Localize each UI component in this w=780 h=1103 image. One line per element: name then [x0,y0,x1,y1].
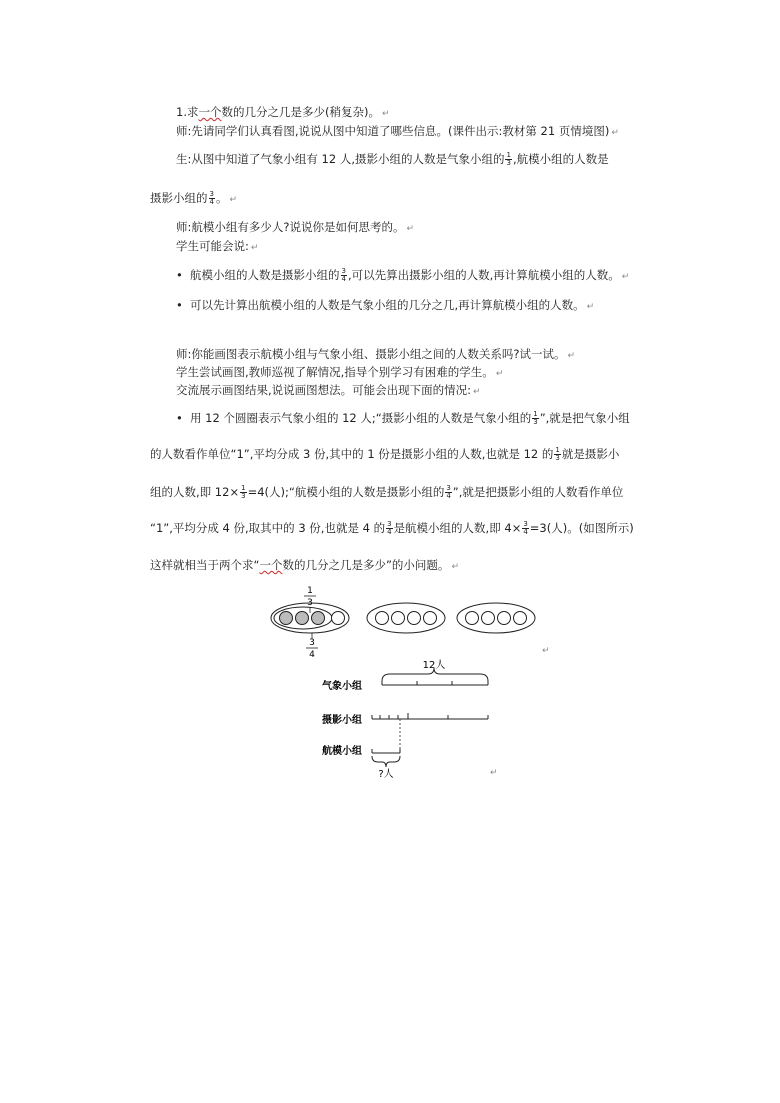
text-run: 摄影小组的 [150,191,208,205]
paragraph-mark-icon: ↵ [490,768,498,778]
text-run: 师:航模小组有多少人?说说你是如何思考的。 [176,220,405,234]
text-run: 师:先请同学们认真看图,说说从图中知道了哪些信息。(课件出示:教材第 21 页情境图) [176,124,610,138]
teacher-line-1 [176,123,619,141]
paragraph-mark-icon: ↵ [542,646,550,656]
teacher-line-3 [176,346,575,364]
bullet-item-2 [176,297,594,315]
student-line-1-cont [150,190,237,208]
paragraph-mark-icon: ↵ [495,369,504,379]
paragraph-mark-icon: ↵ [451,562,459,572]
fraction-numerator: 3 [446,484,451,492]
text-run: 用 12 个圆圈表示气象小组的 12 人;“摄影小组的人数是气象小组的 [190,411,532,425]
fraction-three-quarters [341,268,347,283]
top-fraction-numerator: 1 [307,586,313,596]
paragraph-mark-icon: ↵ [586,302,595,312]
explanation-line-2 [150,484,623,500]
fraction-numerator: 3 [387,520,392,528]
empty-circle [498,612,511,625]
segment-diagram [316,655,506,780]
text-run: 是航模小组的人数,即 4× [393,521,522,535]
empty-circle [332,612,345,625]
fraction-three-quarters [445,485,451,500]
students-may-say [176,238,258,256]
empty-circle [482,612,495,625]
fraction-numerator: 1 [241,484,246,492]
spellcheck-word: 一个 [259,558,283,572]
fraction-denominator: 3 [241,492,246,500]
answer-brace [372,756,400,767]
answer-label: ?人 [378,769,394,780]
model-group-label: 航模小组 [322,746,362,757]
teacher-line-2 [176,219,414,237]
fraction-denominator: 4 [446,492,451,500]
bottom-fraction-numerator: 3 [309,638,315,648]
fraction-one-third [554,447,560,462]
paragraph-mark-icon: ↵ [473,387,481,397]
paragraph-mark-icon: ↵ [611,128,619,138]
exchange-line [176,382,481,400]
explanation-line-3 [150,520,634,536]
fraction-numerator: 1 [533,410,538,418]
empty-circle [408,612,421,625]
paragraph-mark-icon: ↵ [250,243,259,253]
bullet-item-3 [176,410,630,426]
fraction-denominator: 4 [209,198,214,206]
paragraph-mark-icon: ↵ [229,195,238,205]
fraction-one-third [240,485,246,500]
empty-circle [424,612,437,625]
fraction-denominator: 3 [533,418,538,426]
fraction-denominator: 4 [523,528,528,536]
photo-group-label: 摄影小组 [322,715,362,726]
paragraph-mark-icon: ↵ [406,224,415,234]
fraction-one-third [532,411,538,426]
text-run: 学生尝试画图,教师巡视了解情况,指导个别学习有困难的学生。 [176,365,494,379]
shaded-circle [312,612,325,625]
bullet-icon: • [176,268,183,282]
fraction-three-quarters [209,191,215,206]
fraction-numerator: 1 [555,446,560,454]
bullet-icon: • [176,411,183,425]
text-run: 。 [215,191,228,205]
summary-line [150,557,459,575]
fraction-numerator: 3 [341,267,346,275]
bullet-icon: • [176,298,183,312]
empty-circle [514,612,527,625]
text-run: 可以先计算出航模小组的人数是气象小组的几分之几,再计算航模小组的人数。 [190,298,585,312]
text-run: “1”,平均分成 4 份,取其中的 3 份,也就是 4 的 [150,521,386,535]
text-run: 组的人数,即 12× [150,485,240,499]
fraction-three-quarters [522,521,528,536]
fraction-numerator: 3 [209,190,214,198]
fraction-denominator: 4 [341,275,346,283]
fraction-numerator: 3 [523,520,528,528]
text-run: ,可以先算出摄影小组的人数,再计算航模小组的人数。 [347,268,620,282]
circle-diagram [260,582,560,658]
bottom-fraction-denominator: 4 [309,650,315,658]
text-run: ”,就是把摄影小组的人数看作单位 [452,485,624,499]
text-run: ”,就是把气象小组 [539,411,630,425]
text-run: 这样就相当于两个求“ [150,558,260,572]
fraction-numerator: 1 [506,151,511,159]
paragraph-mark-icon: ↵ [567,351,576,361]
text-run: =3(人)。(如图所示) [529,521,634,535]
spellcheck-word: 一个 [198,105,222,119]
text-run: 学生可能会说: [176,239,249,253]
fraction-three-quarters [386,521,392,536]
text-run: =4(人);“航模小组的人数是摄影小组的 [247,485,445,499]
text-run: 生:从图中知道了气象小组有 12 人,摄影小组的人数是气象小组的 [176,152,505,166]
empty-circle [376,612,389,625]
empty-circle [392,612,405,625]
shaded-circle [280,612,293,625]
text-run: 航模小组的人数是摄影小组的 [190,268,340,282]
text-run: ,航模小组的人数是 [512,152,609,166]
empty-circle [466,612,479,625]
text-run: 就是摄影小 [561,447,620,461]
text-run: 师:你能画图表示航模小组与气象小组、摄影小组之间的人数关系吗?试一试。 [176,347,566,361]
heading-line [176,104,390,122]
text-run: 数的几分之几是多少(稍复杂)。 [221,105,380,119]
paragraph-mark-icon: ↵ [621,272,630,282]
text-run: 1.求 [176,105,199,119]
text-run: 的人数看作单位“1”,平均分成 3 份,其中的 1 份是摄影小组的人数,也就是 12 的 [150,447,554,461]
fraction-denominator: 3 [555,454,560,462]
top-fraction-denominator: 3 [307,598,313,608]
total-label: 12人 [422,660,446,671]
text-run: 交流展示画图结果,说说画图想法。可能会出现下面的情况: [176,383,472,397]
bullet-item-1 [176,267,629,285]
shaded-circle [296,612,309,625]
weather-group-label: 气象小组 [322,681,362,692]
student-line-1 [176,151,609,167]
fraction-denominator: 4 [387,528,392,536]
explanation-line-1 [150,446,619,462]
student-try-line [176,364,503,382]
fraction-denominator: 3 [506,159,511,167]
paragraph-mark-icon: ↵ [381,109,390,119]
text-run: 数的几分之几是多少”的小问题。 [282,558,450,572]
fraction-one-third [505,152,511,167]
